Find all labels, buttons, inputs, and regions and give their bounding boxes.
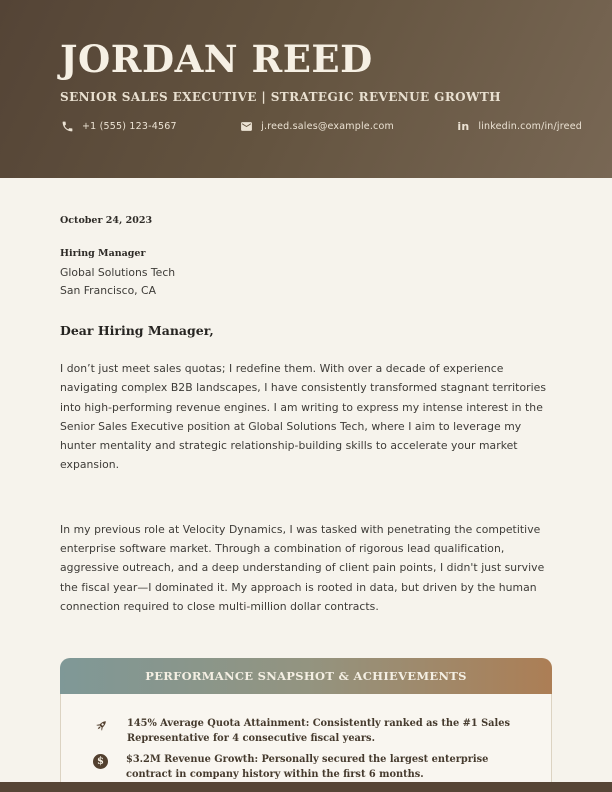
achievement-text: 145% Average Quota Attainment: Consistently ranked as the #1 Sales Representative for 4 consecutive fiscal years. [127, 718, 510, 744]
rocket-icon [93, 718, 109, 738]
email-link[interactable] [239, 120, 394, 134]
letterhead [0, 0, 612, 178]
recipient-location: San Francisco, CA [60, 284, 156, 297]
phone-link[interactable] [60, 120, 177, 134]
letter-paragraph-2: In my previous role at Velocity Dynamics, I was tasked with penetrating the competitive enterprise software market. Through a combination of rigorous lead qualification, aggressive outreach, and a deep understanding of client pain points, I didn't just survive the fiscal year—I dominated it. My approach is rooted in data, but driven by the human connection required to close multi-million dollar contracts. [60, 522, 545, 613]
candidate-name: JORDAN REED [60, 37, 373, 81]
phone-number: +1 (555) 123-4567 [82, 121, 177, 133]
linkedin-url: linkedin.com/in/jreed [478, 121, 582, 133]
letter-paragraph-1: I don’t just meet sales quotas; I redefine them. With over a decade of experience navigating complex B2B landscapes, I have consistently transformed stagnant territories into high-performing revenue engines. I am writing to express my intense interest in the Senior Sales Executive position at Global Solutions Tech, where I aim to leverage my hunter mentality and strategic relationship-building skills to accelerate your market expansion. [60, 362, 547, 472]
achievement-item [93, 753, 521, 782]
snapshot-header: PERFORMANCE SNAPSHOT & ACHIEVEMENTS [60, 658, 552, 694]
email-icon [239, 120, 253, 134]
performance-snapshot-section [60, 658, 552, 792]
dollar-icon: $ [93, 754, 108, 769]
linkedin-link[interactable] [456, 120, 582, 134]
email-address: j.reed.sales@example.com [261, 121, 394, 133]
letter-date: October 24, 2023 [60, 215, 153, 226]
recipient-company: Global Solutions Tech [60, 266, 176, 279]
recipient-name: Hiring Manager [60, 248, 146, 259]
snapshot-card [60, 694, 552, 792]
footer-accent-bar [0, 782, 612, 792]
achievement-text: $3.2M Revenue Growth: Personally secured the largest enterprise contract in company history within the first 6 months. [126, 754, 489, 780]
phone-icon [60, 120, 74, 134]
achievement-item [93, 717, 521, 746]
salutation: Dear Hiring Manager, [60, 323, 214, 338]
letter-body [0, 215, 612, 792]
recipient-block [60, 248, 552, 300]
contact-row [60, 120, 582, 134]
linkedin-icon: in [457, 120, 470, 134]
candidate-title: SENIOR SALES EXECUTIVE | STRATEGIC REVENUE GROWTH [60, 89, 501, 104]
